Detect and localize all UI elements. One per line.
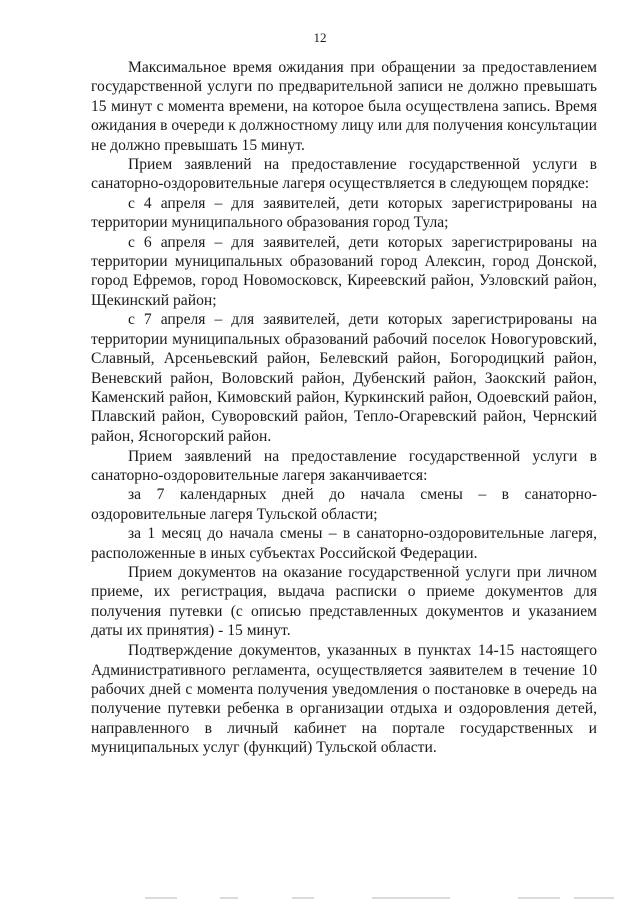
paragraph-april-7: с 7 апреля – для заявителей, дети которых зарегистрированы на территории муниципальных образований рабочий поселок Новогуровский, Славный, Арсеньевский район, Белевский район, Богородицкий район, Веневский район, Воловский район, Дубенский район, Заокский район, Каменский район, Кимовский район, Куркинский район, Одоевский район, Плавский район, Суворовский район, Тепло-Огаревский район, Чернский район, Ясногорский район. — [91, 311, 597, 445]
paragraph-application-order: Прием заявлений на предоставление государственной услуги в санаторно-оздоровительные лагеря осуществляется в следующем порядке: — [91, 156, 597, 193]
paragraph-1-month: за 1 месяц до начала смены – в санаторно-оздоровительные лагеря, расположенные в иных субъектах Российской Федерации. — [91, 525, 597, 562]
scan-artifact — [292, 897, 314, 899]
paragraph-april-6: с 6 апреля – для заявителей, дети которых зарегистрированы на территории муниципальных образований город Алексин, город Донской, город Ефремов, город Новомосковск, Киреевский район, Узловский район, Щекинский район; — [91, 233, 597, 309]
scan-artifact — [574, 897, 614, 899]
scan-artifact — [518, 897, 560, 899]
paragraph-application-end: Прием заявлений на предоставление государственной услуги в санаторно-оздоровительные лагеря заканчивается: — [91, 447, 597, 485]
scan-artifact — [372, 897, 450, 899]
document-body — [91, 58, 597, 758]
scan-artifact — [145, 897, 177, 899]
paragraph-document-confirmation: Подтверждение документов, указанных в пунктах 14-15 настоящего Административного регламента, осуществляется заявителем в течение 10 рабочих дней с момента получения уведомления о постановке в очередь на получение путевки ребенка в организации отдыха и оздоровления детей, направленного в личный кабинет на портале государственных и муниципальных услуг (функций) Тульской области. — [91, 642, 597, 757]
paragraph-7-days: за 7 календарных дней до начала смены – в санаторно-оздоровительные лагеря Тульской области; — [91, 486, 597, 523]
paragraph-waiting-time: Максимальное время ожидания при обращении за предоставлением государственной услуги по предварительной записи не должно превышать 15 минут с момента времени, на которое была осуществлена запись. Время ожидания в очереди к должностному лицу или для получения консультации не должно превышать 15 минут. — [91, 59, 597, 154]
page-number: 12 — [313, 30, 327, 45]
paragraph-document-intake: Прием документов на оказание государственной услуги при личном приеме, их регистрация, выдача расписки о приеме документов для получения путевки (с описью представленных документов и указанием даты их принятия) - 15 минут. — [91, 564, 597, 640]
paragraph-april-4: с 4 апреля – для заявителей, дети которых зарегистрированы на территории муниципального образования город Тула; — [91, 194, 597, 232]
scan-artifact — [220, 897, 238, 899]
